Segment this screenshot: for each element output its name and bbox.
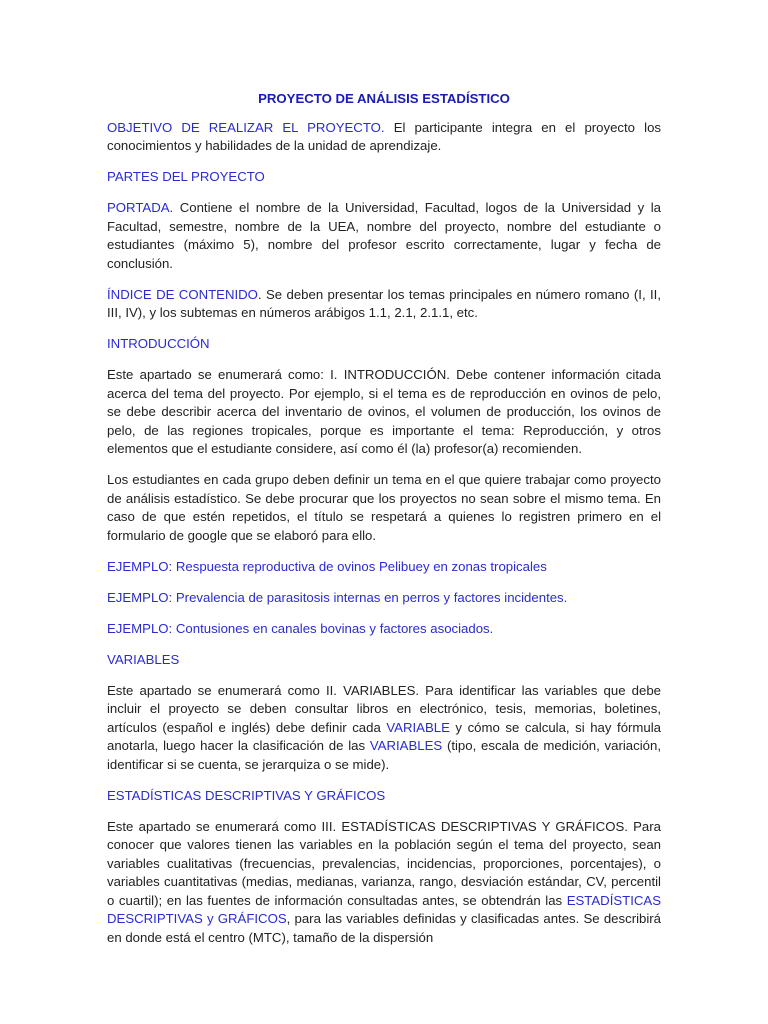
estadisticas-link: ESTADÍSTICAS DESCRIPTIVAS y GRÁFICOS xyxy=(107,892,661,926)
ejemplo-2: EJEMPLO: Prevalencia de parasitosis internas en perros y factores incidentes. xyxy=(107,589,568,605)
variable-link: VARIABLE xyxy=(386,719,450,735)
variables-text-a: Este apartado se enumerará como II. VARIABLES. Para identificar las variables que debe incluir el proyecto se deben consultar libros en electrónico, tesis, memorias, boletines, artículos (español e inglés) debe definir cada xyxy=(107,682,661,735)
variables-text-c: (tipo, escala de medición, variación, identificar si se cuenta, se jerarquiza o se mide). xyxy=(107,738,661,772)
portada-paragraph xyxy=(107,199,661,273)
indice-paragraph xyxy=(107,286,661,323)
variables-paragraph xyxy=(107,682,661,775)
objetivo-text: El participante integra en el proyecto los conocimientos y habilidades de la unidad de aprendizaje. xyxy=(107,119,661,153)
portada-label: PORTADA. xyxy=(107,200,174,215)
partes-heading: PARTES DEL PROYECTO xyxy=(107,169,265,184)
document-title: PROYECTO DE ANÁLISIS ESTADÍSTICO xyxy=(258,91,510,106)
ejemplo-3: EJEMPLO: Contusiones en canales bovinas y factores asociados. xyxy=(107,620,494,636)
objetivo-paragraph xyxy=(107,119,661,156)
introduccion-paragraph-2: Los estudiantes en cada grupo deben definir un tema en el que quiere trabajar como proyecto de análisis estadístico. Se debe procurar que los proyectos no sean sobre el mismo tema. En caso de que estén repetidos, el título se respetará a quienes lo registren primero en el formulario de google que se elaboró para ello. xyxy=(107,472,661,543)
indice-label: ÍNDICE DE CONTENIDO xyxy=(107,286,258,302)
indice-text: . Se deben presentar los temas principales en número romano (I, II, III, IV), y los subtemas en números arábigos 1.1, 2.1, 2.1.1, etc. xyxy=(107,286,661,320)
portada-text: Contiene el nombre de la Universidad, Facultad, logos de la Universidad y la Facultad, semestre, nombre de la UEA, nombre del proyecto, nombre del estudiante o estudiantes (máximo 5), nombre del profesor escrito correctamente, lugar y fecha de conclusión. xyxy=(107,200,661,271)
estadisticas-paragraph xyxy=(107,818,661,948)
estadisticas-heading: ESTADÍSTICAS DESCRIPTIVAS Y GRÁFICOS xyxy=(107,787,386,803)
ejemplo-1: EJEMPLO: Respuesta reproductiva de ovinos Pelibuey en zonas tropicales xyxy=(107,558,547,574)
estadisticas-text-b: , para las variables definidas y clasificadas antes. Se describirá en donde está el centro (MTC), tamaño de la dispersión xyxy=(107,911,661,945)
variables-text-b: y cómo se calcula, si hay fórmula anotarla, luego hacer la clasificación de las xyxy=(107,719,661,753)
estadisticas-text-a: Este apartado se enumerará como III. ESTADÍSTICAS DESCRIPTIVAS Y GRÁFICOS. Para conocer que valores tienen las variables en la población según el tema del proyecto, sean variables cualitativas (frecuencias, prevalencias, incidencias, proporciones, porcentajes), o variables cuantitativas (medias, medianas, varianza, rango, desviación estándar, CV, percentil o cuartil); en las fuentes de información consultadas antes, se obtendrán las xyxy=(107,818,661,908)
objetivo-label: OBJETIVO DE REALIZAR EL PROYECTO. xyxy=(107,119,385,135)
document-page xyxy=(107,90,661,960)
introduccion-paragraph-1: Este apartado se enumerará como: I. INTRODUCCIÓN. Debe contener información citada acerca del tema del proyecto. Por ejemplo, si el tema es de reproducción en ovinos de pelo, se debe describir acerca del inventario de ovinos, el volumen de producción, los ovinos de pelo, de las regiones tropicales, porque es importante el tema: Reproducción, y otros elementos que el estudiante considere, así como él (la) profesor(a) recomienden. xyxy=(107,367,661,456)
variables-link: VARIABLES xyxy=(369,738,443,753)
variables-heading: VARIABLES xyxy=(107,651,180,667)
introduccion-heading: INTRODUCCIÓN xyxy=(107,336,210,351)
